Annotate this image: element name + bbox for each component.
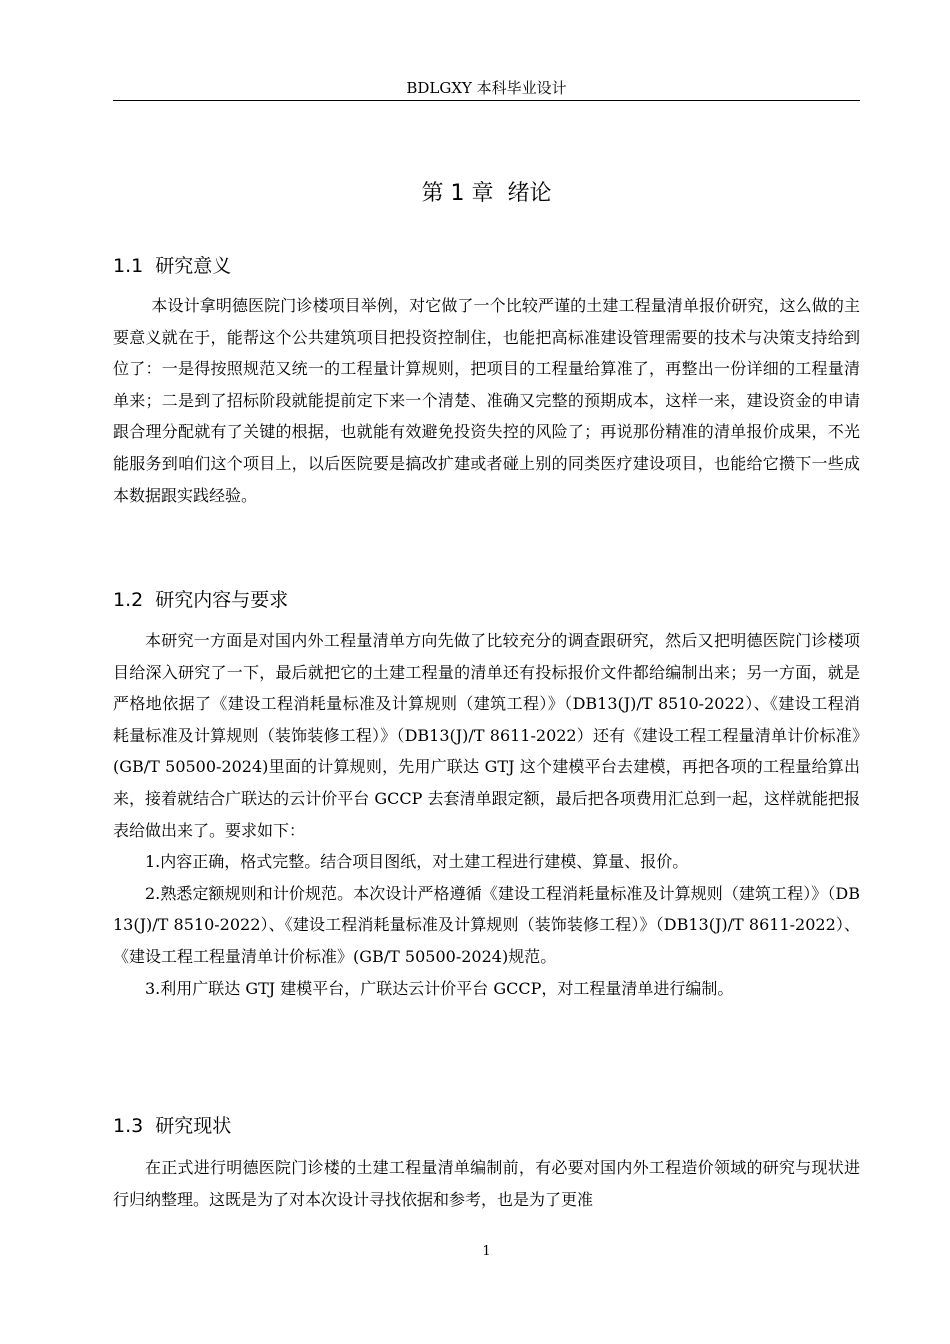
requirement-item: 2.熟悉定额规则和计价规范。本次设计严格遵循《建设工程消耗量标准及计算规则（建筑工程）》（DB13(J)/T 8510-2022）、《建设工程消耗量标准及计算规则（装饰装修工程）》（DB13(J)/T 8611-2022）、《建设工程工程量清单计价标准》(GB/T 50500-2024)规范。 <box>113 883 860 966</box>
chapter-title: 第 1 章 绪论 <box>421 181 552 206</box>
header-rule <box>113 100 860 101</box>
section-body-1-3 <box>113 1152 860 1215</box>
paragraph: 在正式进行明德医院门诊楼的土建工程量清单编制前，有必要对国内外工程造价领域的研究与现状进行归纳整理。这既是为了对本次设计寻找依据和参考，也是为了更准 <box>113 1158 860 1209</box>
paragraph: 本研究一方面是对国内外工程量清单方向先做了比较充分的调查跟研究，然后又把明德医院门诊楼项目给深入研究了一下，最后就把它的土建工程量的清单还有投标报价文件都给编制出来；另一方面，就是严格地依据了《建设工程消耗量标准及计算规则（建筑工程）》（DB13(J)/T 8510-2022）、《建设工程消耗量标准及计算规则（装饰装修工程）》（DB13(J)/T 8611-2022）还有《建设工程工程量清单计价标准》(GB/T 50500-2024)里面的计算规则，先用广联达 GTJ 这个建模平台去建模，再把各项的工程量给算出来，接着就结合广联达的云计价平台 GCCP 去套清单跟定额，最后把各项费用汇总到一起，这样就能把报表给做出来了。要求如下： <box>113 631 860 840</box>
section-heading-1-3: 1.3 研究现状 <box>113 1115 232 1137</box>
section-heading-1-1: 1.1 研究意义 <box>113 255 232 277</box>
section-heading-1-2: 1.2 研究内容与要求 <box>113 589 289 611</box>
requirement-item: 1.内容正确，格式完整。结合项目图纸，对土建工程进行建模、算量、报价。 <box>145 852 689 872</box>
section-body-1-2 <box>113 625 860 1004</box>
requirement-item: 3.利用广联达 GTJ 建模平台，广联达云计价平台 GCCP，对工程量清单进行编制。 <box>145 978 734 998</box>
section-body-1-1 <box>113 290 860 511</box>
running-header: BDLGXY 本科毕业设计 <box>406 79 567 97</box>
paragraph: 本设计拿明德医院门诊楼项目举例，对它做了一个比较严谨的土建工程量清单报价研究，这么做的主要意义就在于，能帮这个公共建筑项目把投资控制住，也能把高标准建设管理需要的技术与决策支持给到位了：一是得按照规范又统一的工程量计算规则，把项目的工程量给算准了，再整出一份详细的工程量清单来；二是到了招标阶段就能提前定下来一个清楚、准确又完整的预期成本，这样一来，建设资金的申请跟合理分配就有了关键的根据，也就能有效避免投资失控的风险了；再说那份精准的清单报价成果，不光能服务到咱们这个项目上，以后医院要是搞改扩建或者碰上别的同类医疗建设项目，也能给它攒下一些成本数据跟实践经验。 <box>113 296 860 505</box>
page-number: 1 <box>482 1244 491 1259</box>
